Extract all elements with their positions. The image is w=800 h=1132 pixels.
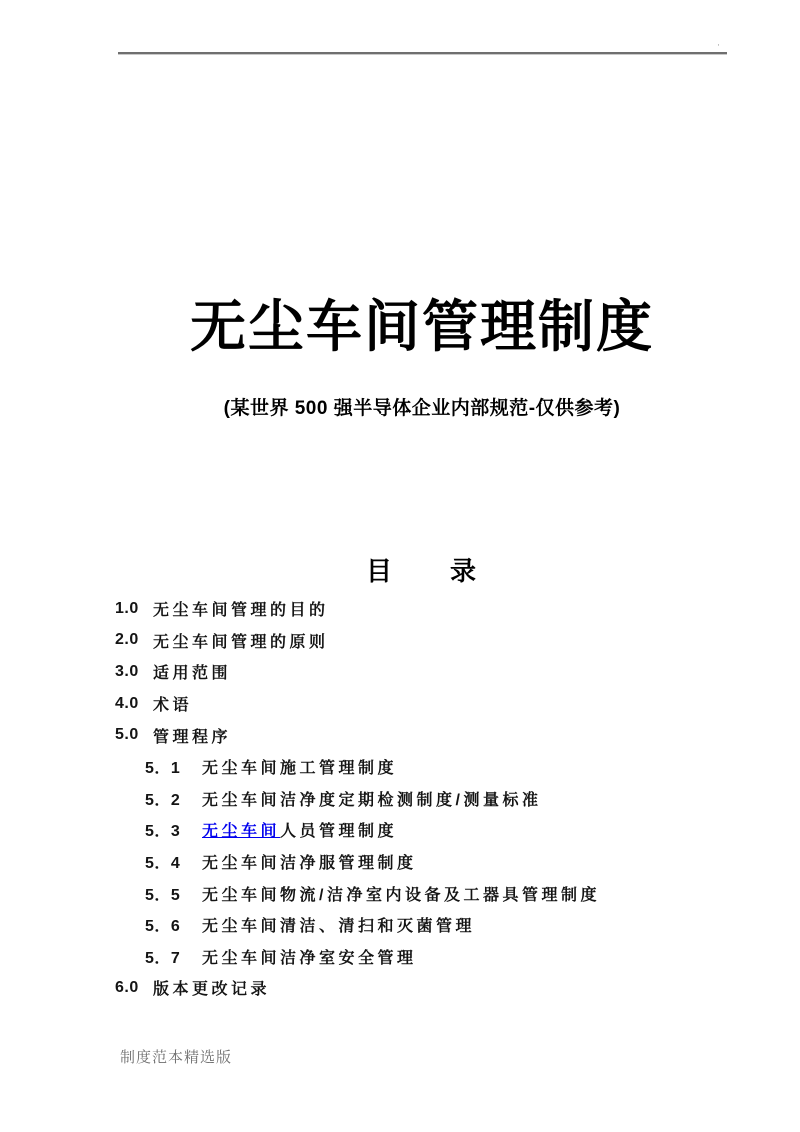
toc-item-4.0 — [115, 688, 600, 720]
toc-item-label: 版本更改记录 — [153, 981, 271, 999]
toc-item-number: 5．4 — [145, 855, 181, 873]
toc-item-label: 无尘车间洁净服管理制度 — [202, 855, 417, 873]
toc-item-number: 5．3 — [145, 823, 181, 841]
footer-watermark: 制度范本精选版 — [120, 1050, 233, 1066]
toc-item-label: 无尘车间清洁、清扫和灭菌管理 — [202, 918, 476, 936]
toc-item-number: 3.0 — [115, 662, 139, 680]
header-rule — [118, 52, 727, 55]
toc-item-number: 2.0 — [115, 631, 139, 649]
toc-item-label: 无尘车间管理的原则 — [153, 633, 329, 651]
toc-item-number: 6.0 — [115, 978, 139, 996]
toc-item-label: 术语 — [153, 697, 193, 715]
toc-item-number: 5.0 — [115, 726, 139, 744]
toc-item-5.5 — [145, 877, 600, 909]
toc-item-label: 无尘车间洁净度定期检测制度/测量标准 — [202, 791, 542, 809]
toc-item-5.7 — [145, 941, 600, 973]
table-of-contents — [115, 593, 600, 1004]
toc-item-number: 1.0 — [115, 599, 139, 617]
toc-item-number: 5．6 — [145, 918, 181, 936]
toc-item-5.3 — [145, 814, 600, 846]
toc-heading: 目 录 — [365, 556, 478, 586]
toc-item-number: 5．7 — [145, 949, 181, 967]
toc-item-5.6 — [145, 909, 600, 941]
toc-item-2.0 — [115, 625, 600, 657]
toc-item-label: 管理程序 — [153, 728, 232, 746]
document-subtitle: (某世界 500 强半导体企业内部规范-仅供参考) — [223, 398, 621, 419]
toc-item-label-rest: 人员管理制度 — [280, 823, 398, 841]
toc-item-3.0 — [115, 656, 600, 688]
toc-item-5.1 — [145, 751, 600, 783]
corner-mark: · — [717, 40, 720, 50]
toc-item-label: 适用范围 — [153, 665, 232, 683]
toc-item-number: 5．5 — [145, 886, 181, 904]
toc-item-label: 无尘车间施工管理制度 — [202, 760, 398, 778]
toc-item-5.0 — [115, 719, 600, 751]
toc-item-5.2 — [145, 783, 600, 815]
toc-item-label: 无尘车间物流/洁净室内设备及工器具管理制度 — [202, 886, 600, 904]
toc-item-label — [202, 818, 397, 841]
toc-item-hyperlink[interactable]: 无尘车间 — [202, 823, 281, 841]
toc-item-number: 4.0 — [115, 694, 139, 712]
toc-item-5.4 — [145, 846, 600, 878]
toc-item-label: 无尘车间管理的目的 — [153, 602, 329, 620]
toc-item-label: 无尘车间洁净室安全管理 — [202, 949, 417, 967]
toc-item-number: 5．1 — [145, 760, 181, 778]
toc-item-6.0 — [115, 972, 600, 1004]
document-title: 无尘车间管理制度 — [190, 297, 654, 359]
toc-item-1.0 — [115, 593, 600, 625]
toc-item-number: 5．2 — [145, 791, 181, 809]
